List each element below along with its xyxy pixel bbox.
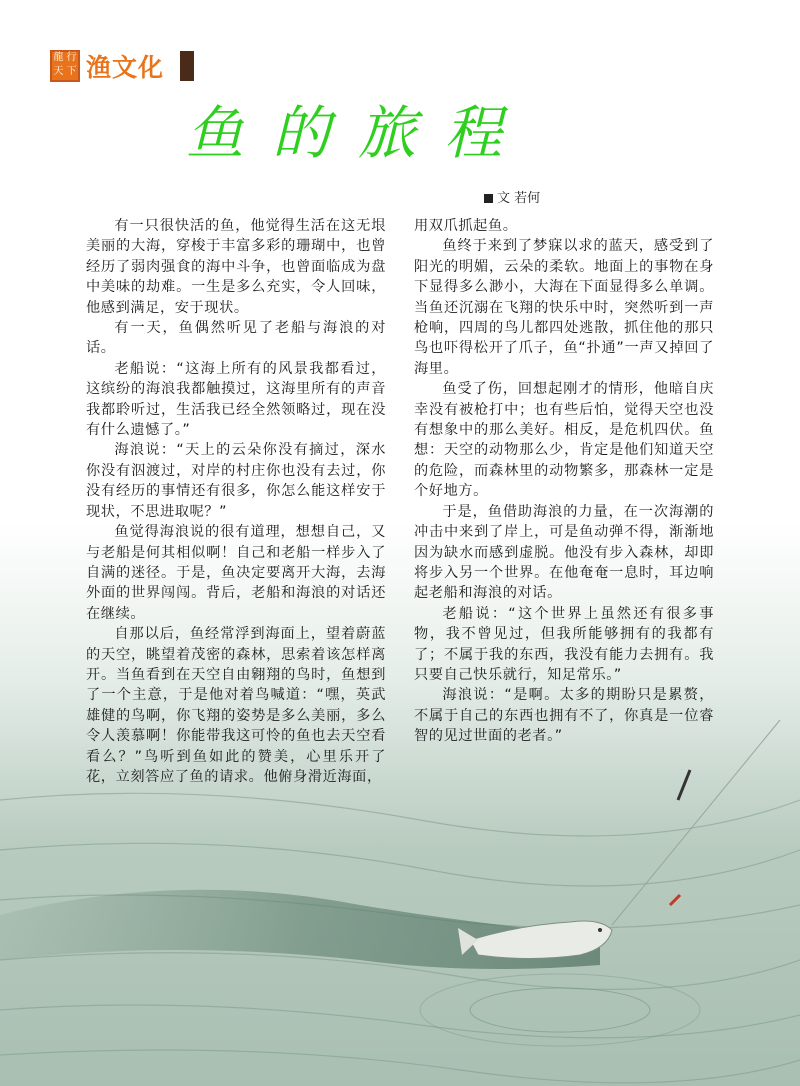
paragraph: 鱼终于来到了梦寐以求的蓝天，感受到了阳光的明媚，云朵的柔软。地面上的事物在身下显得多么渺小，大海在下面显得多么单调。当鱼还沉溺在飞翔的快乐中时，突然听到一声枪响，四周的鸟儿都四处逃散，抓住他的那只鸟也吓得松开了爪子，鱼“扑通”一声又掉回了海里。 [414,238,714,377]
byline [484,187,540,206]
section-title: 渔文化 [86,53,165,82]
column-logo [50,50,80,82]
logo-char: 下 [66,66,77,77]
article-title: 鱼的旅程 [186,99,531,167]
paragraph: 老船说：“这海上所有的风景我都看过，这缤纷的海浪我都触摸过，这海里所有的声音我都聆听过，生活我已经全然领略过，现在没有什么遗憾了。” [86,360,386,439]
byline-square-icon [484,194,493,203]
paragraph: 自那以后，鱼经常浮到海面上，望着蔚蓝的天空，眺望着茂密的森林，思索着该怎样离开。当鱼看到在天空自由翱翔的鸟时，鱼想到了一个主意，于是他对着鸟喊道：“嘿，英武雄健的鸟啊，你飞翔的姿势是多么美丽，多么令人羡慕啊！你能带我这可怜的鱼也去天空看看么？”鸟听到鱼如此的赞美，心里乐开了花，立刻答应了鱼的请求。他俯身滑近海面， [86,626,386,785]
logo-char: 行 [66,52,77,63]
article-column-right [414,216,714,747]
section-header [50,48,194,84]
paragraph: 鱼觉得海浪说的很有道理，想想自己，又与老船是何其相似啊！自己和老船一样步入了自满的迷径。于是，鱼决定要离开大海，去海外面的世界闯闯。背后，老船和海浪的对话还在继续。 [86,524,386,622]
section-marker-bar [180,51,194,81]
paragraph: 老船说：“这个世界上虽然还有很多事物，我不曾见过，但我所能够拥有的我都有了；不属于我的东西，我没有能力去拥有。我只要自己快乐就行，知足常乐。” [414,605,714,683]
paragraph: 海浪说：“天上的云朵你没有摘过，深水你没有泅渡过，对岸的村庄你也没有去过，你没有经历的事情还有很多，你怎么能这样安于现状，不思进取呢？” [86,442,386,520]
byline-text: 文 若何 [497,191,541,206]
paragraph: 鱼受了伤，回想起刚才的情形，他暗自庆幸没有被枪打中；也有些后怕，觉得天空也没有想象中的那么美好。相反，是危机四伏。鱼想：天空的动物那么少，肯定是他们知道天空的危险，而森林里的动物繁多，那森林一定是个好地方。 [414,381,714,500]
paragraph: 用双爪抓起鱼。 [414,218,518,234]
logo-char: 龍 [53,52,64,63]
article-column-left [86,216,386,787]
paragraph: 有一天，鱼偶然听见了老船与海浪的对话。 [86,320,386,357]
paragraph: 有一只很快活的鱼，他觉得生活在这无垠美丽的大海，穿梭于丰富多彩的珊瑚中，也曾经历了弱肉强食的海中斗争，也曾面临成为盘中美味的劫难。一生是多么充实，令人回味，他感到满足，安于现状。 [86,218,386,316]
logo-char: 天 [53,66,64,77]
paragraph: 海浪说：“是啊。太多的期盼只是累赘，不属于自己的东西也拥有不了，你真是一位睿智的见过世面的老者。” [414,687,714,745]
paragraph: 于是，鱼借助海浪的力量，在一次海潮的冲击中来到了岸上，可是鱼动弹不得，渐渐地因为缺水而感到虚脱。他没有步入森林，却即将步入另一个世界。在他奄奄一息时，耳边响起老船和海浪的对话。 [414,503,714,602]
